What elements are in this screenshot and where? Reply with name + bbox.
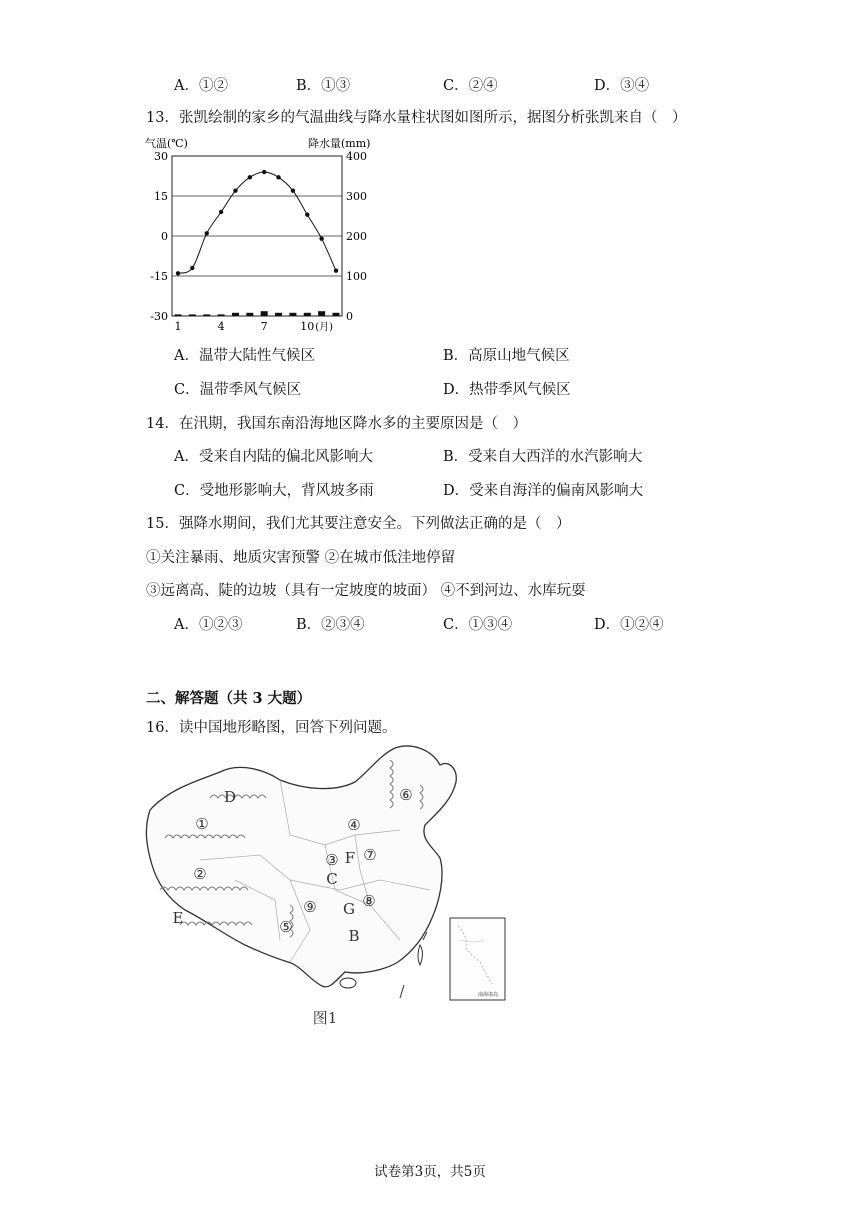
map-caption: 图1 [312,1009,338,1027]
precipitation-tick-label: 400 [346,150,367,163]
climate-chart [142,132,382,332]
q14-option-b: B．受来自大西洋的水汽影响大 [443,449,643,465]
temperature-point [262,170,266,174]
map-label-E: E [172,909,184,927]
temperature-point [276,175,280,179]
q15-stem: 15．强降水期间，我们尤其要注意安全。下列做法正确的是（ ） [146,516,571,532]
temperature-point [190,266,194,270]
inset-label: 南海诸岛 [477,992,499,998]
precipitation-tick-label: 0 [346,310,353,323]
q12-option-d: D．③④ [594,78,650,94]
precip-bar [175,314,182,316]
temperature-point [176,271,180,275]
temperature-point [319,236,323,240]
q14-option-a: A．受来自内陆的偏北风影响大 [174,449,373,465]
precip-bar [318,311,325,316]
temperature-curve [178,172,336,273]
month-tick-label: 7 [260,320,268,332]
temperature-tick-label: 15 [154,190,168,203]
map-label-B: B [348,927,360,945]
china-terrain-map [140,740,530,1040]
q14-option-d: D．受来自海洋的偏南风影响大 [443,483,644,499]
temperature-point [248,175,252,179]
q13-option-b: B．高原山地气候区 [443,348,570,364]
precip-bar [232,313,239,316]
q12-option-c: C．②④ [443,78,498,94]
temperature-tick-label: 0 [161,230,168,243]
map-label-4: ④ [347,816,361,834]
temperature-point [334,268,338,272]
page-footer: 试卷第3页，共5页 [374,1164,486,1180]
temperature-point [219,210,223,214]
south-china-sea-inset [450,918,505,1000]
month-tick-label: 10 [300,320,315,332]
map-label-D: D [223,788,237,806]
precip-bar [304,313,311,316]
map-label-6: ⑥ [399,786,413,804]
map-label-2: ② [193,865,207,883]
q12-option-b: B．①③ [296,78,351,94]
y-axis-title: 气温(℃) [145,137,188,150]
temperature-point [291,188,295,192]
q12-option-a: A．①② [174,78,228,94]
precip-bar [275,313,282,316]
taiwan-island [418,945,423,965]
precip-bar [189,314,196,316]
y2-axis-title: 降水量(mm) [308,137,371,150]
precip-bar [218,314,225,316]
precip-bar [289,313,296,316]
precipitation-tick-label: 200 [346,230,367,243]
q13-option-d: D．热带季风气候区 [443,382,571,398]
q13-stem: 13．张凯绘制的家乡的气温曲线与降水量柱状图如图所示，据图分析张凯来自（ ） [146,110,687,126]
temperature-tick-label: -30 [150,310,168,323]
temperature-point [233,188,237,192]
map-label-5: ⑤ [279,918,293,936]
chart-frame [172,156,342,316]
q14-stem: 14．在汛期，我国东南沿海地区降水多的主要原因是（ ） [146,416,527,432]
q13-option-a: A．温带大陆性气候区 [174,348,315,364]
precip-bar [203,314,210,316]
q15-option-b: B．②③④ [296,617,365,633]
map-label-9: ⑨ [303,898,317,916]
map-label-F: F [344,849,356,867]
temperature-point [305,212,309,216]
precip-bar [261,311,268,316]
precipitation-tick-label: 100 [346,270,367,283]
temperature-tick-label: -15 [150,270,168,283]
section-title: 二、解答题（共 3 大题） [146,690,312,707]
q15-statement-line-2: ③远离高、陡的边坡（具有一定坡度的坡面） ④不到河边、水库玩耍 [146,583,586,599]
q16-stem: 16．读中国地形略图，回答下列问题。 [146,720,397,736]
q15-option-d: D．①②④ [594,617,664,633]
q15-option-c: C．①③④ [443,617,513,633]
map-label-1: ① [195,815,209,833]
map-label-C: C [326,870,338,888]
temperature-tick-label: 30 [154,150,168,163]
q15-option-a: A．①②③ [174,617,243,633]
map-label-7: ⑦ [363,846,377,864]
precipitation-tick-label: 300 [346,190,367,203]
map-label-G: G [343,900,355,918]
q15-statement-line-1: ①关注暴雨、地质灾害预警 ②在城市低洼地停留 [146,550,456,566]
hainan-island [340,978,356,988]
q13-option-c: C．温带季风气候区 [174,382,302,398]
month-tick-label: 4 [217,320,225,332]
precip-bar [333,313,340,316]
precip-bar [246,313,253,316]
month-unit-label: (月) [315,322,334,332]
map-label-8: ⑧ [362,892,376,910]
map-label-3: ③ [325,851,339,869]
month-tick-label: 1 [174,320,182,332]
temperature-point [205,231,209,235]
q14-option-c: C．受地形影响大，背风坡多雨 [174,483,374,499]
